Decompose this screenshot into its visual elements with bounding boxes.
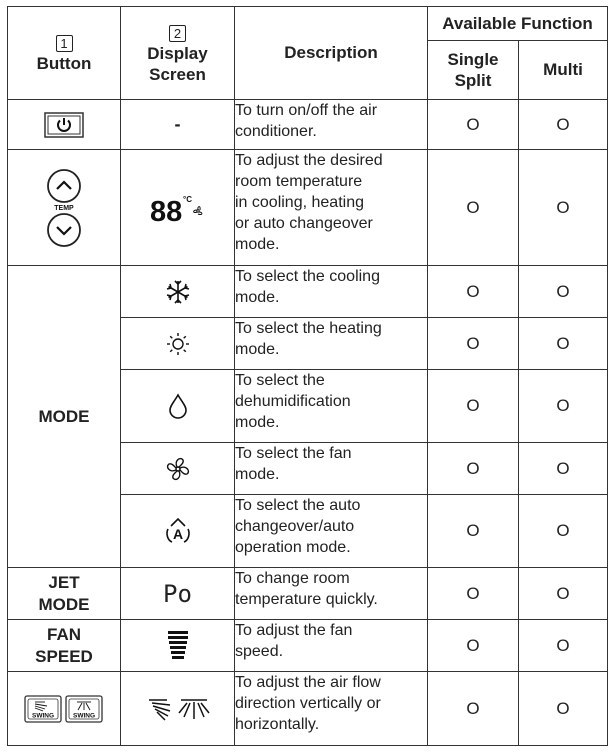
temp-description: To adjust the desired room temperature in cooling, heating or auto changeover mode. — [235, 150, 428, 266]
power-button-cell — [8, 100, 121, 150]
power-button-icon — [44, 112, 84, 138]
temp-button-cell — [8, 150, 121, 266]
jet-mode-description: To change room temperature quickly. — [235, 568, 428, 620]
header-available-function: Available Function — [428, 7, 608, 41]
power-display: - — [121, 100, 235, 150]
table-row-swing — [8, 672, 608, 746]
vertical-swing-label: SWING — [31, 712, 55, 719]
header-display-number: 2 — [169, 25, 186, 42]
header-multi: Multi — [519, 41, 608, 100]
snowflake-icon — [165, 279, 191, 305]
fan-display-cell — [121, 443, 235, 495]
function-table — [7, 6, 608, 746]
cooling-multi: O — [519, 266, 608, 318]
fan-icon — [164, 455, 192, 483]
temp-display-icon — [148, 191, 208, 225]
power-single-split: O — [428, 100, 519, 150]
jet-mode-button-label: JET MODE — [8, 568, 121, 620]
dehumid-multi: O — [519, 370, 608, 443]
fan-single-split: O — [428, 443, 519, 495]
fan-description: To select the fan mode. — [235, 443, 428, 495]
swing-direction-icon — [145, 695, 211, 723]
temp-display-unit: °C — [182, 194, 192, 204]
jet-mode-display: Po — [163, 579, 192, 608]
heating-display-cell — [121, 318, 235, 370]
auto-description: To select the auto changeover/auto operation mode. — [235, 495, 428, 568]
swing-buttons-icon — [23, 693, 105, 725]
fan-speed-display-cell — [121, 620, 235, 672]
fan-multi: O — [519, 443, 608, 495]
table-row-temp — [8, 150, 608, 266]
swing-single-split: O — [428, 672, 519, 746]
heating-multi: O — [519, 318, 608, 370]
dehumid-single-split: O — [428, 370, 519, 443]
dehumid-display-cell — [121, 370, 235, 443]
header-display — [121, 7, 235, 100]
cooling-display-cell — [121, 266, 235, 318]
fan-speed-single-split: O — [428, 620, 519, 672]
dehumid-description: To select the dehumidification mode. — [235, 370, 428, 443]
swing-multi: O — [519, 672, 608, 746]
auto-display-cell — [121, 495, 235, 568]
temp-display-digits: 88 — [149, 195, 182, 225]
fan-speed-multi: O — [519, 620, 608, 672]
header-display-line2: Screen — [149, 64, 206, 84]
mode-button-label: MODE — [8, 266, 121, 568]
fan-speed-button-label: FAN SPEED — [8, 620, 121, 672]
temp-single-split: O — [428, 150, 519, 266]
fan-speed-bars-icon — [167, 630, 189, 662]
swing-buttons-cell — [8, 672, 121, 746]
horizontal-swing-label: SWING — [72, 712, 96, 719]
auto-display-letter: A — [172, 526, 183, 542]
header-button-label: Button — [36, 54, 92, 73]
temp-display-cell — [121, 150, 235, 266]
temp-button-label: TEMP — [54, 204, 74, 212]
heating-single-split: O — [428, 318, 519, 370]
auto-single-split: O — [428, 495, 519, 568]
header-single-split: Single Split — [428, 41, 519, 100]
header-button — [8, 7, 121, 100]
table-row-jet-mode — [8, 568, 608, 620]
temp-multi: O — [519, 150, 608, 266]
swing-description: To adjust the air flow direction vertically or horizontally. — [235, 672, 428, 746]
jet-mode-multi: O — [519, 568, 608, 620]
fan-speed-description: To adjust the fan speed. — [235, 620, 428, 672]
water-drop-icon — [166, 392, 190, 420]
swing-display-cell — [121, 672, 235, 746]
table-row-power — [8, 100, 608, 150]
header-description: Description — [235, 7, 428, 100]
jet-mode-display-cell — [121, 568, 235, 620]
cooling-description: To select the cooling mode. — [235, 266, 428, 318]
heating-description: To select the heating mode. — [235, 318, 428, 370]
jet-mode-single-split: O — [428, 568, 519, 620]
cooling-single-split: O — [428, 266, 519, 318]
power-multi: O — [519, 100, 608, 150]
sun-icon — [165, 331, 191, 357]
table-row-fan-speed — [8, 620, 608, 672]
header-display-line1: Display — [147, 43, 208, 63]
power-description: To turn on/off the air conditioner. — [235, 100, 428, 150]
auto-multi: O — [519, 495, 608, 568]
temp-buttons-icon — [44, 168, 84, 248]
header-button-number: 1 — [56, 35, 73, 52]
auto-mode-icon — [163, 516, 193, 546]
table-row-cooling — [8, 266, 608, 318]
